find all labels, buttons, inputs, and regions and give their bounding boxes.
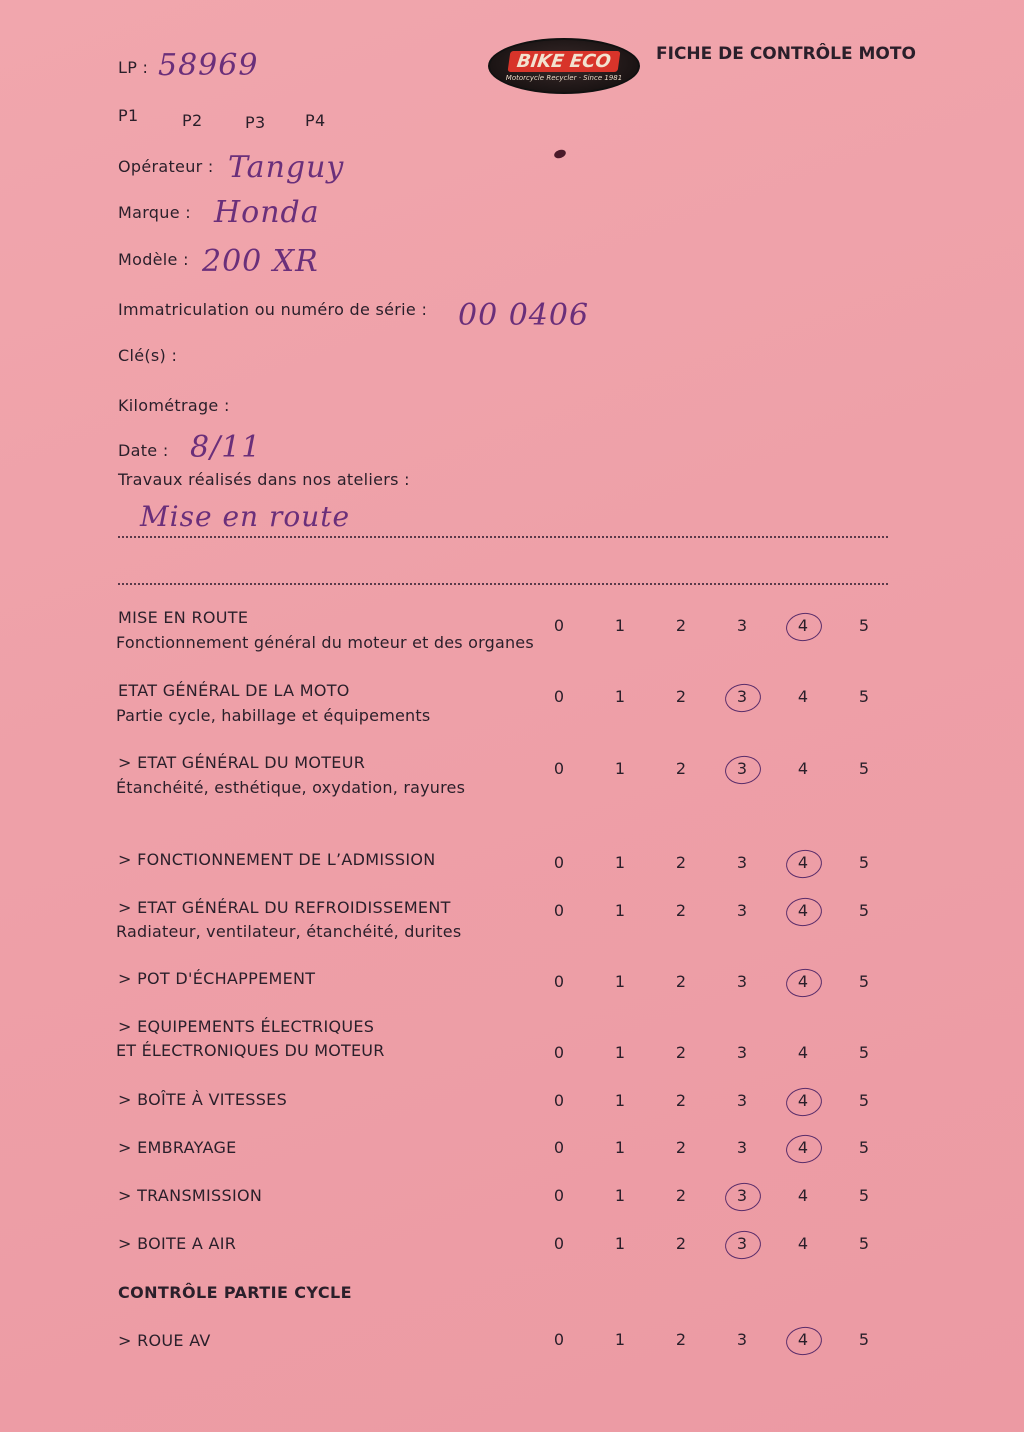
rating-row-score-option[interactable]: 3 (736, 1043, 748, 1062)
section-cycle-title: CONTRÔLE PARTIE CYCLE (118, 1283, 352, 1302)
rating-row-score-option[interactable]: 3 (736, 901, 748, 920)
rating-row-score-option[interactable]: 4 (797, 972, 809, 991)
rating-row-score-option[interactable]: 3 (736, 687, 748, 706)
rating-row-score-option[interactable]: 1 (614, 616, 626, 635)
rating-row-score-option[interactable]: 1 (614, 1234, 626, 1253)
p1-option[interactable]: P1 (118, 106, 139, 125)
rating-row-score-option[interactable]: 0 (553, 972, 565, 991)
rating-row-score-option[interactable]: 1 (614, 759, 626, 778)
rating-row-subtitle: Fonctionnement général du moteur et des organes (116, 633, 534, 652)
rating-row-score-option[interactable]: 0 (553, 1186, 565, 1205)
rating-row-score-option[interactable]: 3 (736, 972, 748, 991)
rating-row-score-option[interactable]: 5 (858, 1186, 870, 1205)
rating-row-subtitle: Radiateur, ventilateur, étanchéité, durites (116, 922, 462, 941)
rating-row-score-option[interactable]: 4 (797, 1043, 809, 1062)
rating-row-title: > ETAT GÉNÉRAL DU REFROIDISSEMENT (118, 898, 451, 917)
rating-row-score-option[interactable]: 4 (797, 1186, 809, 1205)
rating-row-score-option[interactable]: 5 (858, 901, 870, 920)
rating-row-score-option[interactable]: 4 (797, 1138, 809, 1157)
rating-row-score-option[interactable]: 3 (736, 1091, 748, 1110)
operator-value[interactable]: Tanguy (228, 150, 345, 185)
rating-row-score-option[interactable]: 2 (675, 687, 687, 706)
rating-row-score-option[interactable]: 2 (675, 1138, 687, 1157)
rating-row-score-option[interactable]: 1 (614, 1138, 626, 1157)
rating-row-score-option[interactable]: 2 (675, 972, 687, 991)
rating-row-score-option[interactable]: 2 (675, 1186, 687, 1205)
rating-row-score-option[interactable]: 1 (614, 853, 626, 872)
rating-row-score-option[interactable]: 1 (614, 1091, 626, 1110)
rating-row-score-option[interactable]: 5 (858, 1091, 870, 1110)
cycle-row-score-option[interactable]: 2 (675, 1330, 687, 1349)
rating-row-title: > BOÎTE À VITESSES (118, 1090, 288, 1109)
rating-row-title: > EMBRAYAGE (118, 1138, 237, 1157)
rating-row-score-option[interactable]: 1 (614, 1043, 626, 1062)
rating-row-score-option[interactable]: 0 (553, 901, 565, 920)
registration-label: Immatriculation ou numéro de série : (118, 300, 428, 319)
rating-row-score-option[interactable]: 0 (553, 1138, 565, 1157)
rating-row-score-option[interactable]: 5 (858, 1234, 870, 1253)
works-line-2 (118, 583, 888, 585)
model-value[interactable]: 200 XR (202, 244, 319, 279)
p2-option[interactable]: P2 (182, 111, 203, 130)
rating-row-score-option[interactable]: 1 (614, 972, 626, 991)
rating-row-score-option[interactable]: 3 (736, 616, 748, 635)
rating-row-score-option[interactable]: 0 (553, 1043, 565, 1062)
rating-row-score-option[interactable]: 0 (553, 687, 565, 706)
rating-row-title: > BOITE A AIR (118, 1234, 237, 1253)
rating-row-score-option[interactable]: 4 (797, 616, 809, 635)
rating-row-score-option[interactable]: 4 (797, 1234, 809, 1253)
rating-row-score-option[interactable]: 3 (736, 759, 748, 778)
rating-row-title: MISE EN ROUTE (118, 608, 249, 627)
rating-row-score-option[interactable]: 0 (553, 853, 565, 872)
rating-row-score-option[interactable]: 1 (614, 901, 626, 920)
rating-row-subtitle: Partie cycle, habillage et équipements (116, 706, 431, 725)
model-label: Modèle : (118, 250, 189, 269)
rating-row-score-option[interactable]: 0 (553, 616, 565, 635)
registration-value[interactable]: 00 0406 (458, 298, 590, 333)
rating-row-title: ETAT GÉNÉRAL DE LA MOTO (118, 681, 350, 700)
cycle-row-score-option[interactable]: 1 (614, 1330, 626, 1349)
rating-row-score-option[interactable]: 5 (858, 759, 870, 778)
rating-row-score-option[interactable]: 3 (736, 853, 748, 872)
rating-row-score-option[interactable]: 3 (736, 1234, 748, 1253)
rating-row-subtitle: ET ÉLECTRONIQUES DU MOTEUR (116, 1041, 385, 1060)
rating-row-score-option[interactable]: 2 (675, 853, 687, 872)
rating-row-score-option[interactable]: 2 (675, 759, 687, 778)
sheet-title: FICHE DE CONTRÔLE MOTO (656, 44, 916, 64)
rating-row-score-option[interactable]: 0 (553, 1091, 565, 1110)
rating-row-title: > ETAT GÉNÉRAL DU MOTEUR (118, 753, 366, 772)
rating-row-score-option[interactable]: 2 (675, 1234, 687, 1253)
cycle-row-score-option[interactable]: 4 (797, 1330, 809, 1349)
p3-option[interactable]: P3 (245, 113, 266, 132)
rating-row-score-option[interactable]: 5 (858, 972, 870, 991)
date-label: Date : (118, 441, 169, 460)
rating-row-score-option[interactable]: 4 (797, 901, 809, 920)
rating-row-title: > FONCTIONNEMENT DE L’ADMISSION (118, 850, 436, 869)
rating-row-score-option[interactable]: 5 (858, 616, 870, 635)
rating-row-score-option[interactable]: 0 (553, 1234, 565, 1253)
rating-row-score-option[interactable]: 5 (858, 687, 870, 706)
rating-row-score-option[interactable]: 4 (797, 853, 809, 872)
rating-row-score-option[interactable]: 3 (736, 1186, 748, 1205)
works-label: Travaux réalisés dans nos ateliers : (118, 470, 410, 489)
bike-eco-logo (488, 38, 640, 94)
keys-label: Clé(s) : (118, 346, 178, 365)
rating-row-score-option[interactable]: 5 (858, 1043, 870, 1062)
rating-row-title: > POT D'ÉCHAPPEMENT (118, 969, 316, 988)
rating-row-subtitle: Étanchéité, esthétique, oxydation, rayures (116, 778, 466, 797)
cycle-row-title: > ROUE AV (118, 1331, 211, 1350)
rating-row-score-option[interactable]: 2 (675, 1043, 687, 1062)
works-line-1 (118, 536, 888, 538)
rating-row-score-option[interactable]: 1 (614, 687, 626, 706)
logo-brand: BIKE ECO (508, 51, 621, 72)
operator-label: Opérateur : (118, 157, 214, 176)
rating-row-score-option[interactable]: 5 (858, 1138, 870, 1157)
rating-row-score-option[interactable]: 3 (736, 1138, 748, 1157)
mileage-label: Kilométrage : (118, 396, 230, 415)
rating-row-score-option[interactable]: 0 (553, 759, 565, 778)
rating-row-title: > TRANSMISSION (118, 1186, 263, 1205)
brand-value[interactable]: Honda (214, 195, 320, 230)
cycle-row-score-option[interactable]: 0 (553, 1330, 565, 1349)
rating-row-score-option[interactable]: 4 (797, 687, 809, 706)
lp-label: LP : (118, 58, 149, 77)
cycle-row-score-option[interactable]: 3 (736, 1330, 748, 1349)
rating-row-score-option[interactable]: 4 (797, 1091, 809, 1110)
rating-row-score-option[interactable]: 5 (858, 853, 870, 872)
date-value[interactable]: 8/11 (190, 430, 262, 465)
works-value[interactable]: Mise en route (140, 500, 351, 533)
rating-row-score-option[interactable]: 4 (797, 759, 809, 778)
rating-row-score-option[interactable]: 2 (675, 616, 687, 635)
cycle-row-score-option[interactable]: 5 (858, 1330, 870, 1349)
brand-label: Marque : (118, 203, 191, 222)
lp-value[interactable]: 58969 (158, 48, 259, 83)
p4-option[interactable]: P4 (305, 111, 326, 130)
ink-spot (553, 148, 567, 160)
rating-row-title: > EQUIPEMENTS ÉLECTRIQUES (118, 1017, 375, 1036)
rating-row-score-option[interactable]: 2 (675, 1091, 687, 1110)
logo-tagline: Motorcycle Recycler · Since 1981 (505, 73, 623, 82)
rating-row-score-option[interactable]: 1 (614, 1186, 626, 1205)
rating-row-score-option[interactable]: 2 (675, 901, 687, 920)
